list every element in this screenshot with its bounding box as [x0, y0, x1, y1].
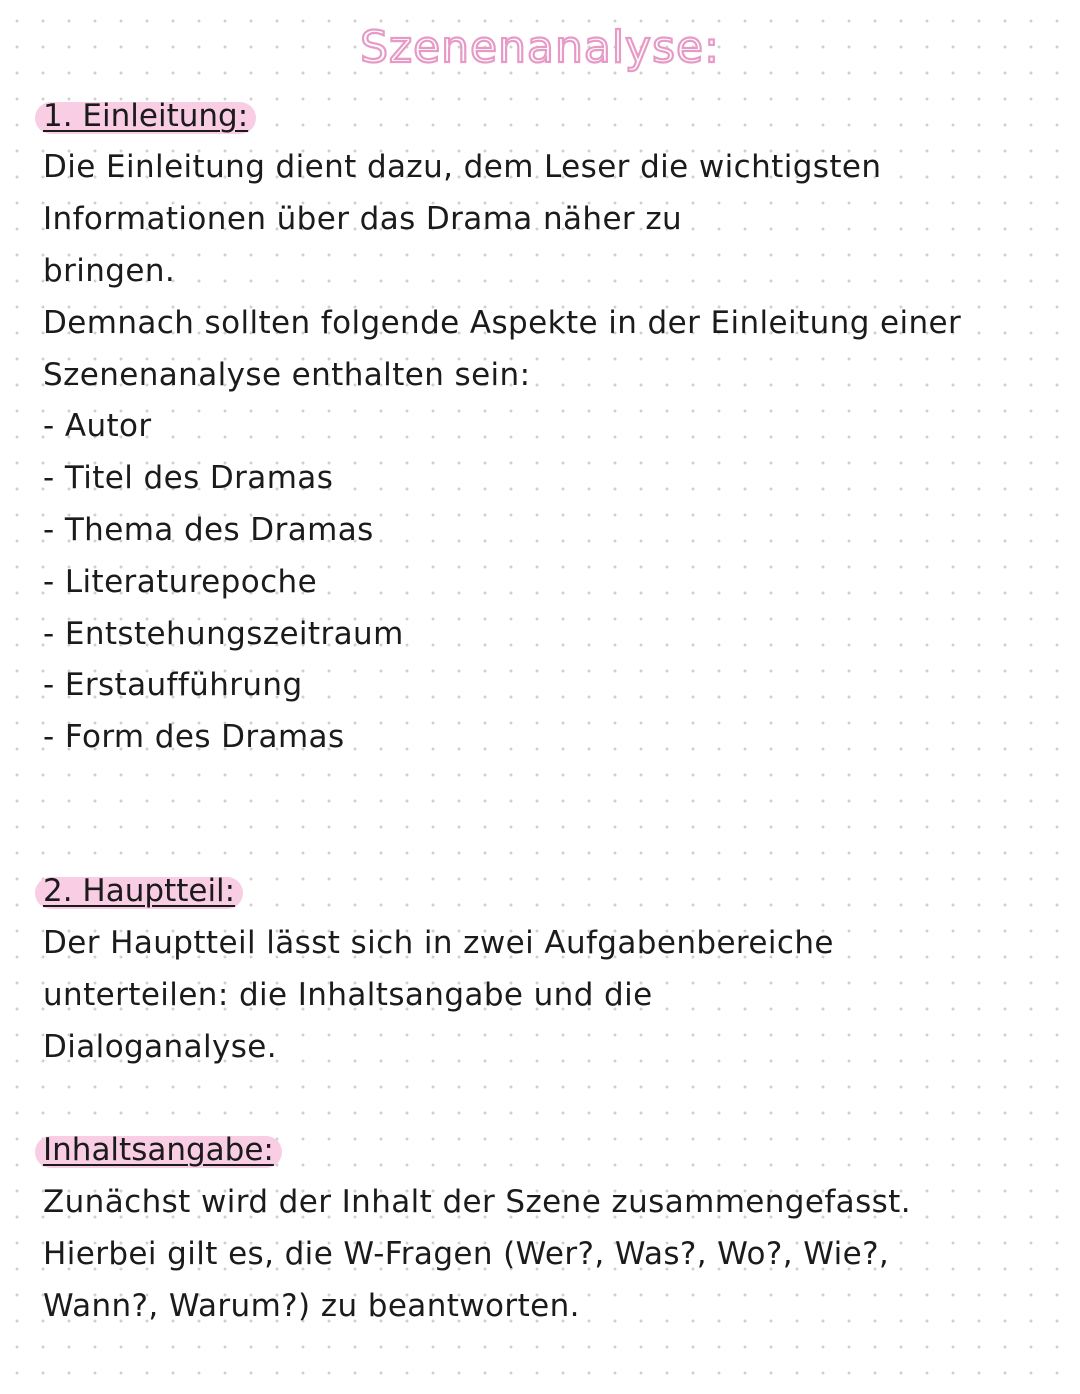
section-heading-inhaltsangabe: [43, 1130, 274, 1170]
paragraph-line: Szenenanalyse enthalten sein:: [43, 357, 531, 393]
paragraph-line: Dialoganalyse.: [43, 1029, 278, 1065]
list-item: - Entstehungszeitraum: [43, 616, 404, 652]
paragraph-line: Wann?, Warum?) zu beantworten.: [43, 1288, 580, 1324]
list-item: - Form des Dramas: [43, 719, 345, 755]
paragraph-line: Informationen über das Drama näher zu: [43, 201, 683, 237]
paragraph-line: Zunächst wird der Inhalt der Szene zusammengefasst.: [43, 1184, 911, 1220]
paragraph-line: Hierbei gilt es, die W-Fragen (Wer?, Was?, Wo?, Wie?,: [43, 1236, 890, 1272]
paragraph-line: Die Einleitung dient dazu, dem Leser die wichtigsten: [43, 149, 882, 185]
list-item: - Literaturepoche: [43, 564, 318, 600]
section-heading-text: Inhaltsangabe:: [43, 1132, 274, 1168]
list-item: - Titel des Dramas: [43, 460, 334, 496]
paragraph-line: unterteilen: die Inhaltsangabe und die: [43, 977, 653, 1013]
paragraph-line: Demnach sollten folgende Aspekte in der Einleitung einer: [43, 305, 962, 341]
paragraph-line: Der Hauptteil lässt sich in zwei Aufgabenbereiche: [43, 925, 834, 961]
section-heading-hauptteil: [43, 871, 235, 911]
section-heading-text: 2. Hauptteil:: [43, 873, 236, 909]
list-item: - Thema des Dramas: [43, 512, 374, 548]
section-heading-text: 1. Einleitung:: [43, 98, 249, 134]
page-title: Szenenanalyse:: [360, 22, 720, 73]
section-heading-einleitung: [43, 96, 248, 136]
list-item: - Autor: [43, 408, 152, 444]
list-item: - Erstaufführung: [43, 667, 303, 703]
paragraph-line: bringen.: [43, 253, 176, 289]
